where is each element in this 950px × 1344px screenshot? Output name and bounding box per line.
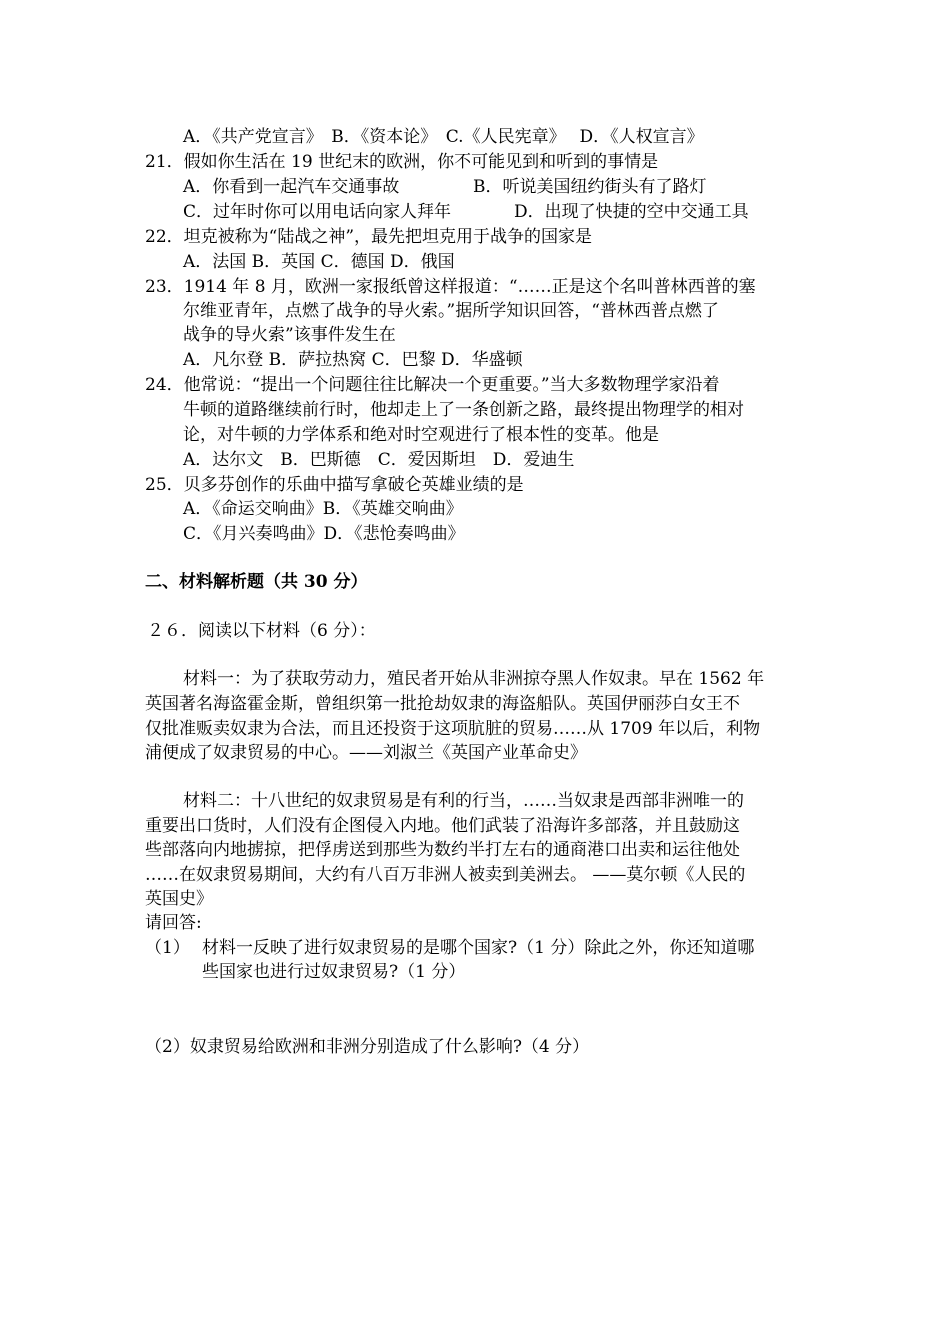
material-2-line: ……在奴隶贸易期间，大约有八百万非洲人被卖到美洲去。 ——莫尔顿《人民的 xyxy=(145,865,746,885)
q21-option-b: B．听说美国纽约街头有了路灯 xyxy=(473,177,707,197)
material-2-line: 材料二：十八世纪的奴隶贸易是有利的行当，……当奴隶是西部非洲唯一的 xyxy=(183,791,744,811)
material-1-line: 英国著名海盗霍金斯，曾组织第一批抢劫奴隶的海盗船队。英国伊丽莎白女王不 xyxy=(145,694,740,714)
q23-line-1: 23．1914 年 8 月，欧洲一家报纸曾这样报道：“……正是这个名叫普林西普的塞 xyxy=(145,277,756,297)
q23-options: A．凡尔登 B．萨拉热窝 C．巴黎 D．华盛顿 xyxy=(183,350,523,370)
q21-option-a: A．你看到一起汽车交通事故 xyxy=(183,177,400,197)
q24-line-3: 论，对牛顿的力学体系和绝对时空观进行了根本性的变革。他是 xyxy=(183,425,659,445)
material-2-line: 英国史》 xyxy=(145,889,213,909)
q26-intro: ２６．阅读以下材料（6 分）： xyxy=(147,621,376,641)
material-1-line: 材料一：为了获取劳动力，殖民者开始从非洲掠夺黑人作奴隶。早在 1562 年 xyxy=(183,669,765,689)
sub-question-1-line-1: 材料一反映了进行奴隶贸易的是哪个国家?（1 分）除此之外，你还知道哪 xyxy=(202,938,755,958)
q21-stem: 21．假如你生活在 19 世纪末的欧洲，你不可能见到和听到的事情是 xyxy=(145,152,659,172)
material-2-line: 些部落向内地掳掠，把俘虏送到那些为数约半打左右的通商港口出卖和运往他处 xyxy=(145,840,740,860)
answer-prompt: 请回答: xyxy=(145,913,202,933)
q24-line-2: 牛顿的道路继续前行时，他却走上了一条创新之路，最终提出物理学的相对 xyxy=(183,400,744,420)
material-2-line: 重要出口货时，人们没有企图侵入内地。他们武装了沿海许多部落，并且鼓励这 xyxy=(145,816,740,836)
q21-option-d: D．出现了快捷的空中交通工具 xyxy=(514,202,749,222)
section-2-title: 二、材料解析题（共 30 分） xyxy=(145,572,368,592)
sub-question-1-number: （1） xyxy=(145,938,190,958)
q21-option-c: C．过年时你可以用电话向家人拜年 xyxy=(183,202,452,222)
sub-question-1-line-2: 些国家也进行过奴隶贸易?（1 分） xyxy=(202,962,466,982)
q23-line-3: 战争的导火索”该事件发生在 xyxy=(183,325,396,345)
q25-options-1: A．《命运交响曲》B．《英雄交响曲》 xyxy=(183,499,463,519)
q24-options: A．达尔文 B．巴斯德 C．爱因斯坦 D．爱迪生 xyxy=(183,450,575,470)
material-1-line: 仅批准贩卖奴隶为合法，而且还投资于这项肮脏的贸易……从 1709 年以后，利物 xyxy=(145,719,761,739)
material-1-line: 浦便成了奴隶贸易的中心。——刘淑兰《英国产业革命史》 xyxy=(145,743,587,763)
q24-line-1: 24．他常说：“提出一个问题往往比解决一个更重要。”当大多数物理学家沿着 xyxy=(145,375,720,395)
q25-options-2: C．《月兴奏鸣曲》D．《悲怆奏鸣曲》 xyxy=(183,524,465,544)
q20-options: A．《共产党宣言》 B．《资本论》 C.《人民宪章》 D．《人权宣言》 xyxy=(183,127,704,147)
q23-line-2: 尔维亚青年，点燃了战争的导火索。”据所学知识回答，“普林西普点燃了 xyxy=(183,301,719,321)
sub-question-2: （2）奴隶贸易给欧洲和非洲分别造成了什么影响?（4 分） xyxy=(145,1037,590,1057)
q22-options: A．法国 B．英国 C．德国 D．俄国 xyxy=(183,252,455,272)
q22-stem: 22．坦克被称为“陆战之神”，最先把坦克用于战争的国家是 xyxy=(145,227,593,247)
q25-stem: 25．贝多芬创作的乐曲中描写拿破仑英雄业绩的是 xyxy=(145,475,524,495)
